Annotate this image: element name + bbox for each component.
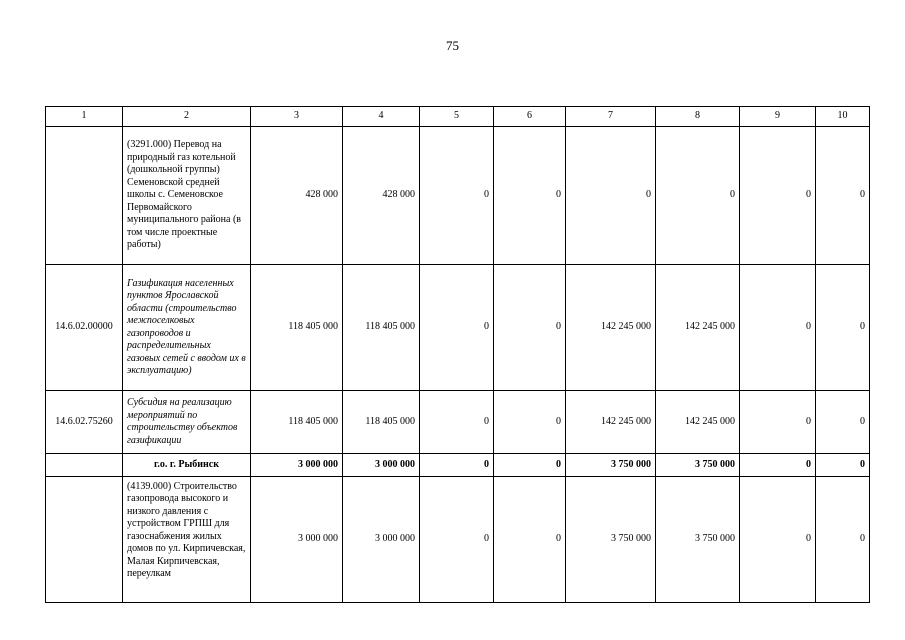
row-code: 14.6.02.75260 (46, 391, 123, 454)
value-cell: 0 (816, 454, 870, 477)
value-cell: 3 000 000 (343, 477, 420, 603)
value-cell: 0 (420, 265, 494, 391)
value-cell: 118 405 000 (251, 391, 343, 454)
value-cell: 3 750 000 (566, 454, 656, 477)
value-cell: 0 (816, 477, 870, 603)
value-cell: 142 245 000 (656, 391, 740, 454)
value-cell: 0 (816, 265, 870, 391)
value-cell: 0 (494, 127, 566, 265)
value-cell: 0 (740, 265, 816, 391)
row-name-cell (123, 477, 251, 603)
value-cell: 142 245 000 (566, 265, 656, 391)
value-cell: 142 245 000 (656, 265, 740, 391)
value-cell: 0 (816, 127, 870, 265)
table-row (46, 477, 870, 603)
budget-table (45, 106, 870, 603)
row-name: Газификация населенных пунктов Ярославской области (строительство межпоселковых газопроводов и распределительных газовых сетей с вводом их в эксплуатацию) (123, 265, 251, 391)
row-name: Субсидия на реализацию мероприятий по строительству объектов газификации (123, 391, 251, 454)
table-row (46, 391, 870, 454)
row-code (46, 454, 123, 477)
row-code (46, 477, 123, 603)
table-row (46, 454, 870, 477)
value-cell: 0 (740, 454, 816, 477)
value-cell: 142 245 000 (566, 391, 656, 454)
value-cell: 118 405 000 (343, 391, 420, 454)
value-cell: 118 405 000 (343, 265, 420, 391)
column-header: 2 (123, 107, 251, 127)
column-header: 1 (46, 107, 123, 127)
row-code: 14.6.02.00000 (46, 265, 123, 391)
table-row (46, 127, 870, 265)
row-code (46, 127, 123, 265)
value-cell: 3 750 000 (566, 477, 656, 603)
row-name: г.о. г. Рыбинск (123, 454, 251, 477)
value-cell: 0 (740, 127, 816, 265)
column-header: 9 (740, 107, 816, 127)
value-cell: 0 (420, 391, 494, 454)
value-cell: 0 (420, 127, 494, 265)
page-number: 75 (446, 38, 459, 53)
value-cell: 3 750 000 (656, 477, 740, 603)
value-cell: 118 405 000 (251, 265, 343, 391)
column-header: 5 (420, 107, 494, 127)
value-cell: 3 000 000 (343, 454, 420, 477)
value-cell: 0 (420, 477, 494, 603)
value-cell: 0 (494, 454, 566, 477)
value-cell: 428 000 (343, 127, 420, 265)
value-cell: 0 (494, 391, 566, 454)
column-header: 6 (494, 107, 566, 127)
column-header: 10 (816, 107, 870, 127)
value-cell: 0 (816, 391, 870, 454)
value-cell: 3 000 000 (251, 454, 343, 477)
column-header: 3 (251, 107, 343, 127)
value-cell: 0 (566, 127, 656, 265)
value-cell: 428 000 (251, 127, 343, 265)
value-cell: 0 (494, 477, 566, 603)
value-cell: 0 (656, 127, 740, 265)
column-header: 4 (343, 107, 420, 127)
header-row (46, 107, 870, 127)
table-row (46, 265, 870, 391)
row-name: (4139.000) Строительство газопровода высокого и низкого давления с устройством ГРПШ для газоснабжения жилых домов по ул. Кирпичевская, Малая Кирпичевская, переулкам (127, 480, 246, 579)
value-cell: 3 000 000 (251, 477, 343, 603)
value-cell: 0 (494, 265, 566, 391)
value-cell: 3 750 000 (656, 454, 740, 477)
row-name: (3291.000) Перевод на природный газ котельной (дошкольной группы) Семеновской средней школы с. Семеновское Первомайского муниципального района (в том числе проектные работы) (123, 127, 251, 265)
value-cell: 0 (740, 477, 816, 603)
column-header: 8 (656, 107, 740, 127)
value-cell: 0 (740, 391, 816, 454)
column-header: 7 (566, 107, 656, 127)
value-cell: 0 (420, 454, 494, 477)
